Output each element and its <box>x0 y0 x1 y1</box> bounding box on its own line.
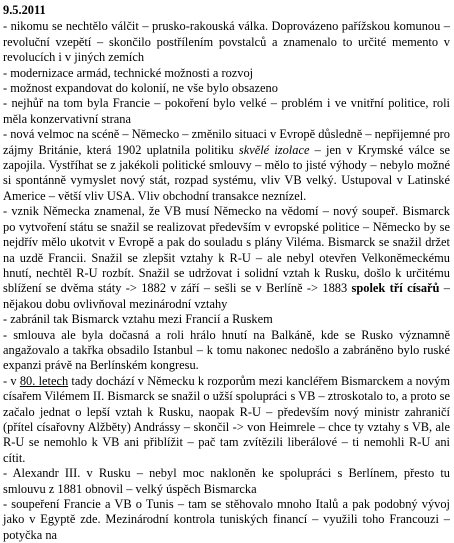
paragraph-1: - nikomu se nechtělo válčit – prusko-rakouská válka. Doprovázeno pařížskou komunou – revoluční vzepětí – skončilo postřílením povstalců a znamenalo to určité memento v revolucích i v jiných zemích <box>3 19 450 65</box>
paragraph-7: - zabránil tak Bismarck vztahu mezi Francií a Ruskem <box>3 312 273 327</box>
paragraph-4: - nejhůř na tom byla Francie – pokoření bylo velké – problém i ve vnitřní politice, roli měla konzervativní strana <box>3 96 450 126</box>
inline-bold-phrase: spolek tří císařů <box>351 281 440 296</box>
paragraph-6: - vznik Německa znamenal, že VB musí Německo na vědomí – nový soupeř. Bismarck po vytvoření státu se snažil se realizovat především v evropské politice – Německo by se nejdřív mělo ukotvit v Evropě a pak do souladu s plány Viléma. Bismarck se snažil držet na uzdě Francii. Snažil se zlepšit vztahy k R-U – ale nebyl otevřen Velkoněmeckému hnutí, nechtěl R-U rozbít. Snažil se udržovat i solidní vztah k Rusku, došlo k určitému sblížení se dvěma státy -> 1882 v září – sešli se v Berlíně -> 1883 spolek tří císařů – nějakou dobu ovlivňoval mezinárodní vztahy <box>3 204 450 311</box>
document-body <box>3 19 450 543</box>
inline-italic-phrase: skvělé izolace <box>238 142 310 157</box>
paragraph-8: - smlouva ale byla dočasná a roli hrálo hnutí na Balkáně, kde se Rusko významně angažovalo a takřka obsadilo Istanbul – k tomu nakonec nedošlo a zabráněno bylo ruské expanzi právě na Berlínském kongresu. <box>3 327 450 373</box>
paragraph-10: - Alexandr III. v Rusku – nebyl moc nakloněn ke spolupráci s Berlínem, přesto tu smlouvu z 1881 obnovil – velký úspěch Bismarcka <box>3 466 450 496</box>
document-date: 9.5.2011 <box>3 3 46 17</box>
paragraph-2: - modernizace armád, technické možnosti a rozvoj <box>3 65 254 80</box>
paragraph-11: - soupeření Francie a VB o Tunis – tam se stěhovalo mnoho Italů a pak podobný vývoj jako v Egyptě zde. Mezinárodní kontrola tuniských financí – využili toho Francouzi – potyčka na <box>3 497 450 542</box>
paragraph-3: - možnost expandovat do kolonií, ne vše bylo obsazeno <box>3 81 278 96</box>
inline-underlined-phrase: 80. letech <box>19 373 69 388</box>
paragraph-5: - nová velmoc na scéně – Německo – změnilo situaci v Evropě důsledně – nepřijemné pro zájmy Británie, která 1902 uplatnila politiku skvělé izolace – jen v Krymské válce se zapojila. Vystříhat se z jakékoli politické smlouvy – mělo to jisté výhody – nebylo možné si spontánně vymyslet nový stát, rozpad systému, vliv VB velký. Ustupoval v Latinské Americe – větší vliv USA. Vliv obchodní transakce neznízel. <box>3 127 451 203</box>
paragraph-9: - v 80. letech tady dochází v Německu k rozporům mezi kancléřem Bismarckem a novým císařem Vilémem II. Bismarck se snažil o užší spolupráci s VB – ztroskotalo to, a proto se začalo jednat o lepší vztah k Rusku, naopak R-U – především nový ministr zahraničí (přítel císařovny Alžběty) Andrássy – skončil -> von Heimrele – chce ty vztahy s VB, ale R-U se nemohlo k VB ani přiblížit – pač tam zvítězili liberálové – ti nemohli R-U ani cítit. <box>3 373 450 465</box>
